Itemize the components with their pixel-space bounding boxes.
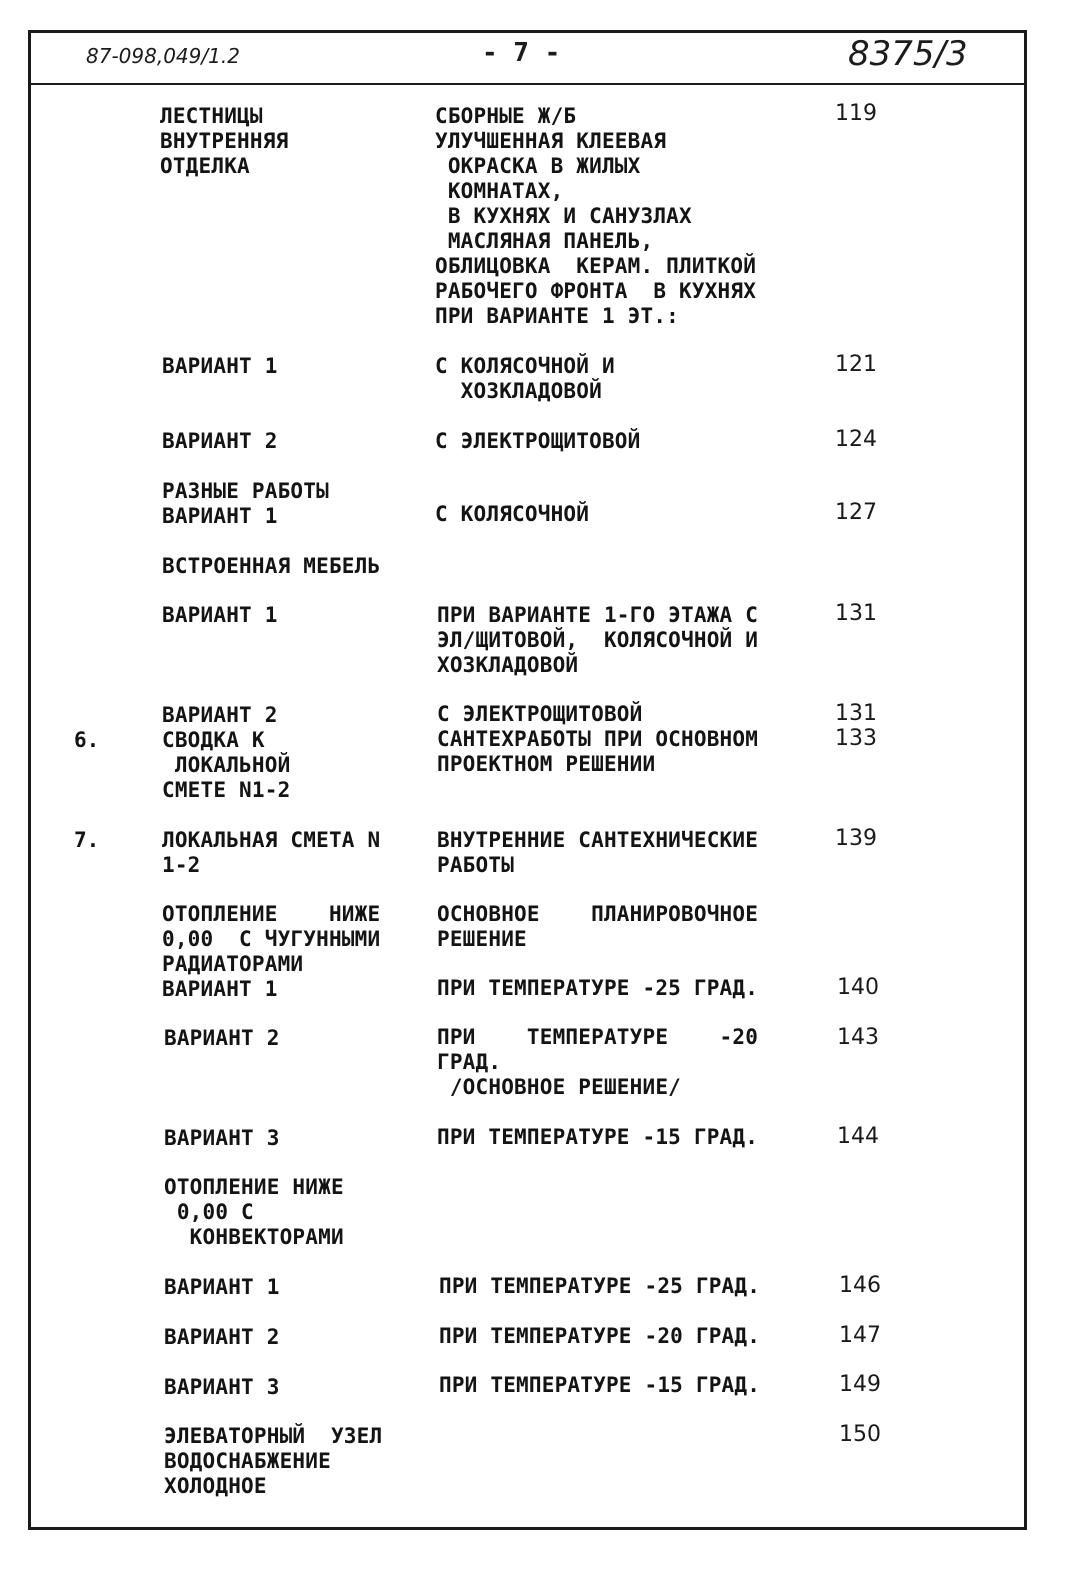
- row-right-text: ПРИ ТЕМПЕРАТУРЕ -25 ГРАД.: [439, 1274, 761, 1298]
- row-left-text: ВАРИАНТ 1: [162, 977, 278, 1001]
- row-left-text: ЭЛЕВАТОРНЫЙ УЗЕЛ: [164, 1424, 383, 1448]
- row-left-text: ВСТРОЕННАЯ МЕБЕЛЬ: [162, 554, 381, 578]
- row-left-text: ОТОПЛЕНИЕ НИЖЕ: [164, 1175, 344, 1199]
- row-left-text: ВАРИАНТ 3: [164, 1375, 280, 1399]
- row-left-text: 1-2: [162, 853, 201, 877]
- row-left-text: ЛЕСТНИЦЫ: [160, 104, 263, 128]
- row-page-number: 133: [835, 726, 877, 751]
- row-right-text: РЕШЕНИЕ: [437, 927, 527, 951]
- row-page-number: 127: [835, 500, 877, 525]
- row-left-text: ВАРИАНТ 2: [164, 1325, 280, 1349]
- row-left-text: ВНУТРЕННЯЯ: [160, 129, 289, 153]
- row-page-number: 149: [839, 1372, 881, 1397]
- row-right-text: РАБОЧЕГО ФРОНТА В КУХНЯХ: [435, 279, 757, 303]
- row-left-text: КОНВЕКТОРАМИ: [164, 1225, 344, 1249]
- row-left-text: СМЕТЕ N1-2: [162, 778, 291, 802]
- row-page-number: 121: [835, 352, 877, 377]
- row-right-text: С КОЛЯСОЧНОЙ И: [435, 354, 615, 378]
- item-number: 7.: [74, 828, 100, 852]
- row-left-text: ВАРИАНТ 1: [162, 354, 278, 378]
- row-left-text: ВОДОСНАБЖЕНИЕ: [164, 1449, 331, 1473]
- row-left-text: ХОЛОДНОЕ: [164, 1474, 267, 1498]
- row-right-text: В КУХНЯХ И САНУЗЛАХ: [435, 204, 692, 228]
- row-right-text: С ЭЛЕКТРОЩИТОВОЙ: [435, 429, 641, 453]
- row-left-text: ОТОПЛЕНИЕ НИЖЕ: [162, 902, 381, 926]
- row-left-text: ВАРИАНТ 1: [164, 1275, 280, 1299]
- row-page-number: 139: [835, 826, 877, 851]
- row-left-text: ВАРИАНТ 2: [162, 429, 278, 453]
- row-right-text: ПРИ ВАРИАНТЕ 1 ЭТ.:: [435, 304, 680, 328]
- row-right-text: КОМНАТАХ,: [435, 179, 564, 203]
- row-right-text: ПРИ ТЕМПЕРАТУРЕ -25 ГРАД.: [437, 976, 759, 1000]
- row-page-number: 146: [839, 1273, 881, 1298]
- row-page-number: 119: [835, 101, 877, 126]
- row-right-text: ВНУТРЕННИЕ САНТЕХНИЧЕСКИЕ: [437, 828, 759, 852]
- row-right-text: ОКРАСКА В ЖИЛЫХ: [435, 154, 641, 178]
- row-right-text: ПРОЕКТНОМ РЕШЕНИИ: [437, 752, 656, 776]
- row-page-number: 131: [835, 601, 877, 626]
- row-right-text: ПРИ ТЕМПЕРАТУРЕ -15 ГРАД.: [439, 1373, 761, 1397]
- row-left-text: 0,00 С: [164, 1200, 254, 1224]
- page-number: - 7 -: [482, 38, 561, 68]
- row-right-text: ПРИ ВАРИАНТЕ 1-ГО ЭТАЖА С: [437, 603, 759, 627]
- row-right-text: ХОЗКЛАДОВОЙ: [435, 379, 602, 403]
- row-right-text: ЭЛ/ЩИТОВОЙ, КОЛЯСОЧНОЙ И: [437, 628, 759, 652]
- row-left-text: ВАРИАНТ 1: [162, 504, 278, 528]
- document-code: 87-098,049/1.2: [86, 44, 240, 68]
- row-right-text: ПРИ ТЕМПЕРАТУРЕ -20 ГРАД.: [439, 1324, 761, 1348]
- row-right-text: ХОЗКЛАДОВОЙ: [437, 653, 579, 677]
- item-number: 6.: [74, 728, 100, 752]
- row-page-number: 131: [835, 701, 877, 726]
- row-right-text: САНТЕХРАБОТЫ ПРИ ОСНОВНОМ: [437, 727, 759, 751]
- row-left-text: ЛОКАЛЬНОЙ: [162, 753, 291, 777]
- row-page-number: 143: [837, 1025, 879, 1050]
- row-left-text: ОТДЕЛКА: [160, 154, 250, 178]
- row-right-text: УЛУЧШЕННАЯ КЛЕЕВАЯ: [435, 129, 667, 153]
- row-left-text: РАДИАТОРАМИ: [162, 952, 304, 976]
- row-right-text: СБОРНЫЕ Ж/Б: [435, 104, 577, 128]
- row-right-text: ОБЛИЦОВКА КЕРАМ. ПЛИТКОЙ: [435, 254, 757, 278]
- row-right-text: МАСЛЯНАЯ ПАНЕЛЬ,: [435, 229, 654, 253]
- row-right-text: ОСНОВНОЕ ПЛАНИРОВОЧНОЕ: [437, 902, 759, 926]
- row-right-text: РАБОТЫ: [437, 853, 515, 877]
- row-left-text: ЛОКАЛЬНАЯ СМЕТА N: [162, 828, 381, 852]
- row-right-text: ПРИ ТЕМПЕРАТУРЕ -15 ГРАД.: [437, 1125, 759, 1149]
- row-left-text: ВАРИАНТ 2: [164, 1026, 280, 1050]
- row-left-text: ВАРИАНТ 3: [164, 1126, 280, 1150]
- row-page-number: 140: [837, 975, 879, 1000]
- row-page-number: 150: [839, 1422, 881, 1447]
- row-page-number: 147: [839, 1323, 881, 1348]
- row-right-text: /ОСНОВНОЕ РЕШЕНИЕ/: [437, 1075, 682, 1099]
- row-left-text: ВАРИАНТ 1: [162, 603, 278, 627]
- row-left-text: 0,00 С ЧУГУННЫМИ: [162, 927, 381, 951]
- row-right-text: ГРАД.: [437, 1050, 502, 1074]
- row-page-number: 124: [835, 427, 877, 452]
- row-right-text: С КОЛЯСОЧНОЙ: [435, 502, 590, 526]
- header-divider: [28, 83, 1027, 85]
- row-left-text: СВОДКА К: [162, 728, 265, 752]
- sheet-code: 8375/3: [848, 34, 968, 74]
- row-page-number: 144: [837, 1124, 879, 1149]
- row-right-text: ПРИ ТЕМПЕРАТУРЕ -20: [437, 1025, 759, 1049]
- row-left-text: ВАРИАНТ 2: [162, 703, 278, 727]
- row-right-text: С ЭЛЕКТРОЩИТОВОЙ: [437, 702, 643, 726]
- row-left-text: РАЗНЫЕ РАБОТЫ: [162, 479, 329, 503]
